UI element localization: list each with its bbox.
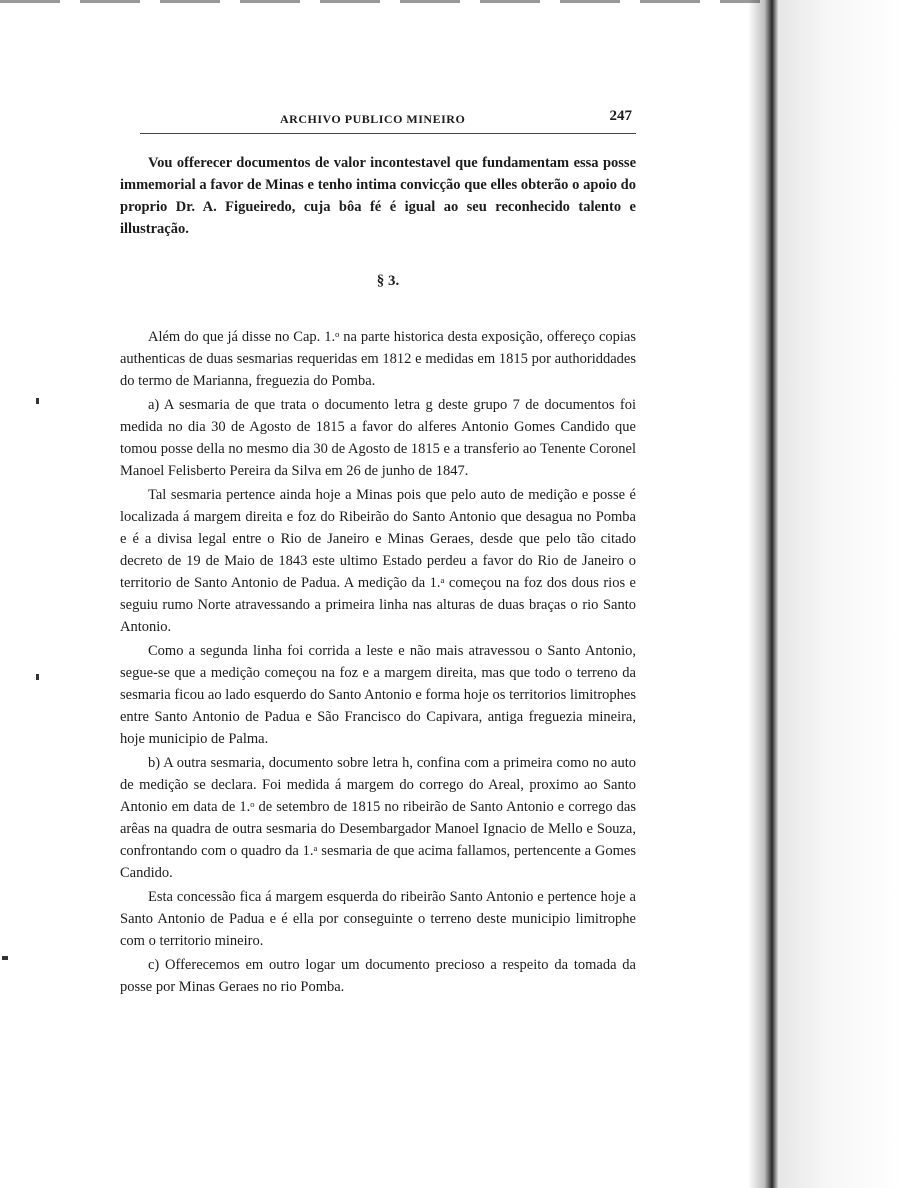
paragraph-3: Tal sesmaria pertence ainda hoje a Minas pois que pelo auto de medição e posse é localizada á margem direita e foz do Ribeirão do Santo Antonio que desagua no Pomba e é a divisa legal entre o Rio de Janeiro e Minas Geraes, desde que pelo tão citado decreto de 19 de Maio de 1843 este ultimo Estado perdeu a favor do Rio de Janeiro o territorio de Santo Antonio de Padua. A medição da 1.ᵃ começou na foz dos dous rios e seguiu rumo Norte atravessando a primeira linha nas alturas de duas braças o rio Santo Antonio. (120, 487, 636, 635)
paragraph-b: b) A outra sesmaria, documento sobre letra h, confina com a primeira como no auto de medição se declara. Foi medida á margem do corrego do Areal, proximo ao Santo Antonio em data de 1.ᵒ de setembro de 1815 no ribeirão de Santo Antonio e corrego das arêas na quadra de outra sesmaria do Desembargador Manoel Ignacio de Mello e Souza, confrontando com o quadro da 1.ᵃ sesmaria de que acima fallamos, pertencente a Gomes Candido. (120, 755, 636, 881)
paragraph-a: a) A sesmaria de que trata o documento letra g deste grupo 7 de documentos foi medida no dia 30 de Agosto de 1815 a favor do alferes Antonio Gomes Candido que tomou posse della no mesmo dia 30 de Agosto de 1815 e a transferio ao Tenente Coronel Manoel Felisberto Pereira da Silva em 26 de junho de 1847. (120, 397, 636, 479)
page-number: 247 (609, 108, 632, 124)
document-page (120, 108, 636, 1000)
paragraph-1: Além do que já disse no Cap. 1.ᵒ na parte historica desta exposição, offereço copias authenticas de duas sesmarias requeridas em 1812 e medidas em 1815 por authoriddades do termo de Marianna, freguezia do Pomba. (120, 329, 636, 389)
section-heading: § 3. (376, 273, 400, 289)
intro-paragraph: Vou offerecer documentos de valor incontestavel que fundamentam essa posse immemorial a favor de Minas e tenho intima convicção que elles obterão o apoio do proprio Dr. A. Figueiredo, cuja bôa fé é igual ao seu reconhecido talento e illustração. (120, 155, 636, 237)
running-title: ARCHIVO PUBLICO MINEIRO (280, 112, 466, 126)
margin-mark (36, 674, 39, 680)
paragraph-6: Esta concessão fica á margem esquerda do ribeirão Santo Antonio e pertence hoje a Santo Antonio de Padua e é ella por conseguinte o terreno deste municipio limitrophe com o territorio mineiro. (120, 889, 636, 949)
paragraph-4: Como a segunda linha foi corrida a leste e não mais atravessou o Santo Antonio, segue-se que a medição começou na foz e a margem direita, mas que todo o terreno da sesmaria ficou ao lado esquerdo do Santo Antonio e forma hoje os territorios limitrophes entre Santo Antonio de Padua e São Francisco do Capivara, antiga freguezia mineira, hoje municipio de Palma. (120, 643, 636, 747)
scan-top-rule (0, 0, 760, 3)
page-header (120, 108, 636, 132)
paragraph-c: c) Offerecemos em outro logar um documento precioso a respeito da tomada da posse por Minas Geraes no rio Pomba. (120, 957, 636, 995)
margin-mark (36, 398, 39, 404)
body-text (120, 152, 636, 998)
adjacent-page-margin (778, 0, 905, 1188)
header-rule (140, 133, 636, 134)
margin-mark (2, 956, 8, 960)
page-edge-shadow (748, 0, 778, 1188)
